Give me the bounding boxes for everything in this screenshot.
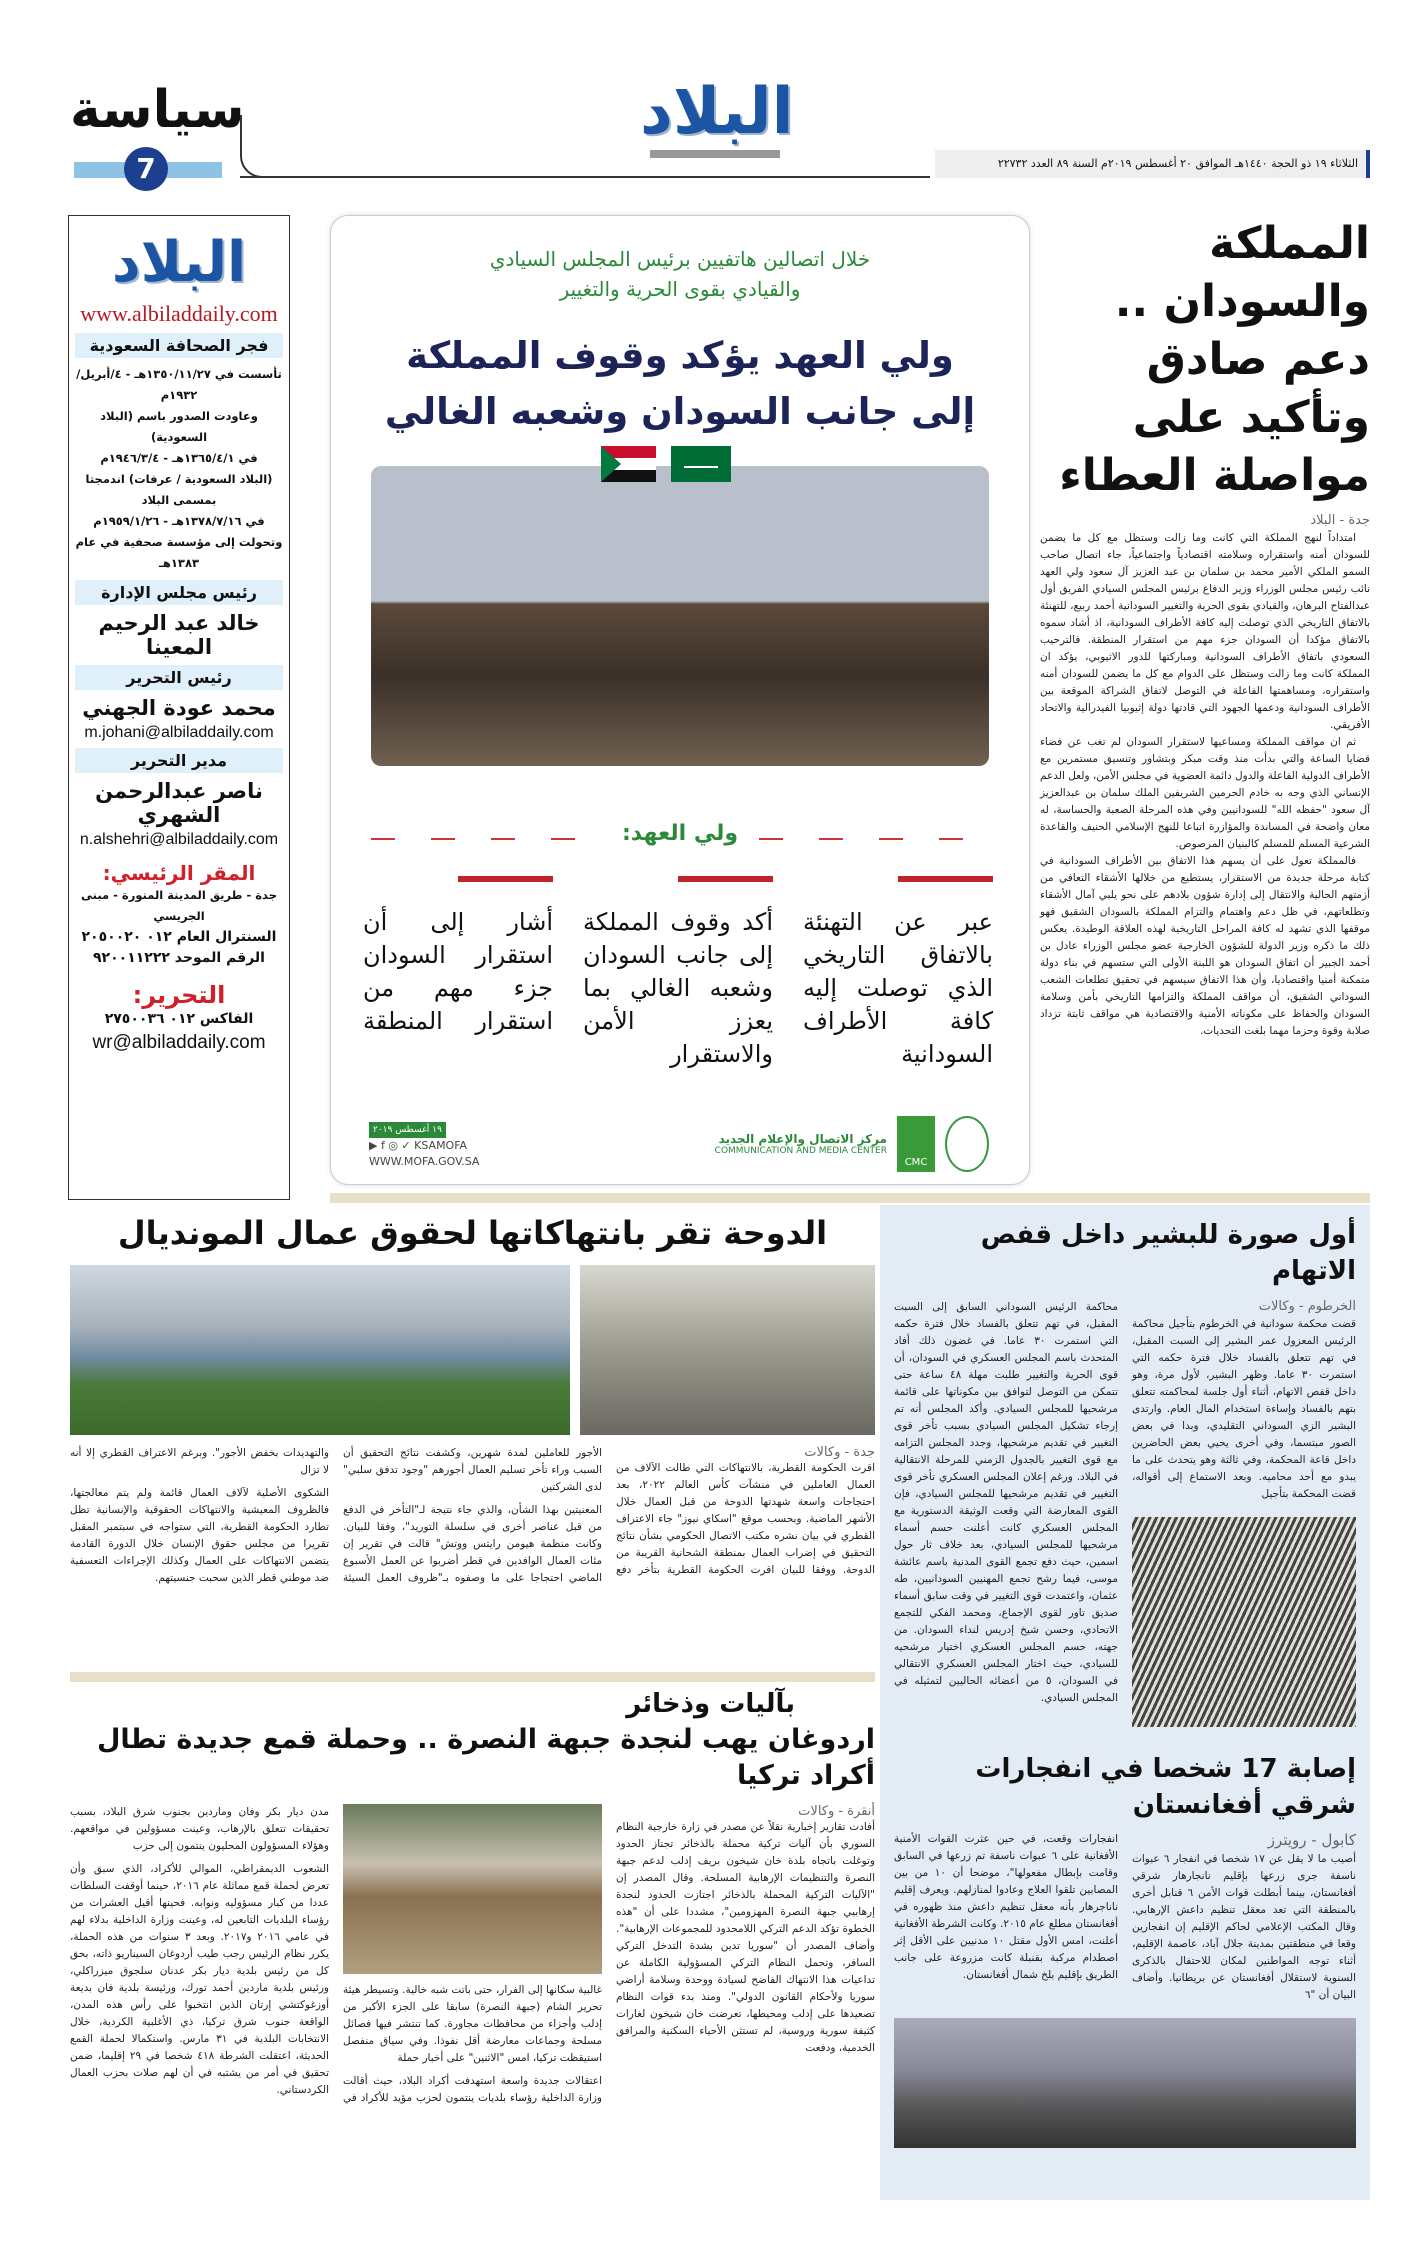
infographic-title xyxy=(331,328,1029,440)
website[interactable]: WWW.MOFA.GOV.SA xyxy=(369,1155,480,1168)
history-line: وتحولت إلى مؤسسة صحفية في عام ١٣٨٣هـ xyxy=(75,535,283,570)
cmc-logo: CMC xyxy=(897,1116,935,1172)
article-body: المعنيتين بهذا الشأن، والذي جاء نتيجة لـ"التأخر في الدفع من قبل عناصر أخرى في سلسلة التوريد"، وفقا للبيان. وكانت منظمة هيومن رايتس ووتش" قالت في تقرير إن مئات العمال الوافدين في قطر أضربوا عن العمل الأسبوع الماضي احتجاجا على ما وصفوه بـ"ظروف العمل السيئة والتهديدات بخفض الأجور". وبرغم الاعتراف القطري إلا أنه لا تزال xyxy=(70,1447,602,1584)
hq-label: المقر الرئيسي: xyxy=(102,861,256,885)
explosion-scene-photo xyxy=(894,2018,1356,2148)
date-badge: ١٩ أغسطس ٢٠١٩ xyxy=(369,1122,446,1138)
history-line: في ١٣٦٥/٤/١هـ - ١٩٤٦/٣/٤م xyxy=(100,451,258,465)
tagline: فجر الصحافة السعودية xyxy=(75,333,283,358)
point-2: أكد وقوف المملكة إلى جانب السودان وشعبه الغالي بما يعزز الأمن والاستقرار xyxy=(583,906,773,1071)
kicker-line: والقيادي بقوى الحرية والتغيير xyxy=(559,277,801,301)
article-body xyxy=(1040,530,1370,1040)
turkey-article xyxy=(70,1686,875,2107)
paragraph: فالمملكة تعول على أن يسهم هذا الاتفاق بين الأطراف السودانية في كتابة مرحلة جديدة من الاستقرار، يستطيع من خلالها الأشقاء التعافي من أزمتهم الحالية والانتقال إلى إدارة شؤون بلادهم على نحو يلبي آمال الأشقاء وتطلعاتهم، في ظل دعم واهتمام والتزام المملكة بالسودان الشقيق فهو موقفها الذي تشهد له كافة المراحل التاريخية لهذه العلاقة الوطيدة. يعكس ذلك ما ذكره وزير الدولة للشؤون الخارجية عضو مجلس الوزراء عادل بن أحمد الجبير أن اتفاق السودان هو اللبنة الأولى التي ستسهم في بناء دولة متمكنة أمنيا واقتصاديا، وأن هذا الاتفاق سيسهم في تحقيق تطلعات الشعب السوداني الشقيق، أن مواقف المملكة والتزامها التاريخي بأمن وسلامة السودان والحفاظ على مكوناته الأمنية والاقتصادية هي مواقف ثابتة تزداد صلابة وقوة وحزما مهما بلغت التحديات. xyxy=(1040,855,1370,1037)
fax-number: الفاكس ٠١٢ ٢٧٥٠٠٣٦ xyxy=(104,1011,254,1027)
header-line xyxy=(240,176,930,178)
dateline: كابول - رويترز xyxy=(1267,1831,1356,1849)
hq-unified-number: الرقم الموحد ٩٢٠٠١١٢٢٢ xyxy=(93,950,265,966)
ministry-seal-icon xyxy=(945,1116,989,1172)
turkey-headline: اردوغان يهب لنجدة جبهة النصرة .. وحملة قمع جديدة تطال أكراد تركيا xyxy=(96,1724,875,1791)
article-body: قضت محكمة سودانية في الخرطوم بتأجيل محاكمة الرئيس المعزول عمر البشير إلى السبت المقبل، في تهم تتعلق بالفساد خلال فترة حكمه التي استمرت ٣٠ عاما. وظهر البشير، لأول مرة، وهو داخل قفص الاتهام، أثناء أول جلسة لمحاكمته تتعلق بتهم بالفساد وإساءة استخدام المال العام. وارتدى البشير الزي السوداني التقليدي، وبدا في بعض الصور مبتسما، وفي أخرى يحيي بعض الحاضرين داخل قاعة المحكمة، وفي ثالثة وهو يتحدث على ما يبدو مع أحد محاميه. وبعد الاستماع إلى أقواله، قضت المحكمة بتأجيل xyxy=(1132,1318,1356,1500)
dateline: أنقرة - وكالات xyxy=(798,1804,875,1819)
board-chair-label: رئيس مجلس الإدارة xyxy=(75,580,283,605)
doha-text-columns xyxy=(70,1445,875,1587)
point-3: أشار إلى أن استقرار السودان جزء مهم من استقرار المنطقة xyxy=(363,906,553,1038)
date-line: الثلاثاء ١٩ ذو الحجة ١٤٤٠هـ الموافق ٢٠ أغسطس ٢٠١٩م السنة ٨٩ العدد ٢٢٧٣٢ xyxy=(935,150,1370,178)
news-box xyxy=(880,1205,1370,2200)
article-body: محاكمة الرئيس السوداني السابق إلى السبت المقبل، في تهم تتعلق بالفساد خلال فترة حكمه التي استمرت ٣٠ عاما. في غضون ذلك أفاد المتحدث باسم المجلس العسكري في السودان، أن قوى الحرية والتغيير طلبت مهلة ٤٨ ساعة حتى تتمكن من التوصل لتوافق بين مكوناتها على قائمة مرشحيها للمجلس السيادي. وأكد المجلس أنه تم إرجاء تشكيل المجلس السيادي بسبب تأخر قوى التغيير في تقديم مرشحيها، وجدد المجلس التزامه مع قوى التغيير بالجدول الزمني للمرحلة الانتقالية في البلاد. ورغم إعلان المجلس العسكري تأخر قوى التغيير في تقديم مرشحيها للمجلس السيادي، فإن القوى المعارضة التي وقعت الوثيقة الدستورية مع المجلس العسكري كانت أعلنت حسم أسماء مرشحيها للمجلس السيادي، بعد خلاف ثار حول اسمين، حيث دفع تجمع القوى المدنية باسم عائشة موسى، فيما رشح تجمع المهنيين السودانيين، طه عثمان، واعتمدت قوى التغيير في وقت سابق أسماء صديق تاور لقوى الإجماع، ومحمد الفكي للتجمع الاتحادي، وحسن شيخ إدريس لنداء السودان. من جهته، حسم المجلس العسكري اختيار مرشحيه للسيادي، حيث اختار المجلس العسكري الانتقالي في السودان، ٥ من أعضائه الحاليين لتمثيله في المجلس السيادي. xyxy=(894,1301,1118,1704)
editor-email[interactable]: m.johani@albiladdaily.com xyxy=(84,724,274,741)
editor-name: محمد عودة الجهني xyxy=(82,696,276,720)
doha-headline: الدوحة تقر بانتهاكاتها لحقوق عمال المونديال xyxy=(117,1214,828,1252)
center-name-ar: مركز الاتصال والإعلام الجديد xyxy=(718,1132,887,1146)
history-line: (البلاد السعودية / عرفات) اندمجتا بمسمى البلاد xyxy=(85,472,273,507)
dateline: الخرطوم - وكالات xyxy=(1258,1299,1356,1314)
article-body: غالبية سكانها إلى الفرار، حتى باتت شبه خالية. وتسيطر هيئة تحرير الشام (جبهة النصرة) سابقا على الجزء الأكبر من إدلب وأجزاء من محافظات مجاورة. كما تنتشر فيها فصائل مسلحة وجماعات معارضة أقل نفوذا. وفي سياق منفصل استيقظت تركيا، امس "الاثنين" على أخبار حملة xyxy=(343,1984,602,2064)
paragraph: امتداداً لنهج المملكة التي كانت وما زالت وستظل مع كل ما يضمن للسودان أمنه واستقراره وسلامته اقتصادياً واجتماعياً، جاء اتصال صاحب السمو الملكي الأمير محمد بن سلمان بن عبد العزيز آل سعود ولي العهد نائب رئيس مجلس الوزراء وزير الدفاع برئيس المجلس السيادي الفريق أول عبدالفتاح البرهان، والقيادي بقوى الحرية والتغيير السودانية أحمد ربيع، للتهنئة بالاتفاق التاريخي الذي توصلت إليه كافة الأطراف السودانية، اذ أشاد سموه بالاتفاق مؤكدا أن السودان جزء مهم من استقرار المنطقة. فالترحيب السعودي باتفاق الأطراف السودانية ومباركتها للدور الاثيوبي، يؤكد ان المملكة كانت وما زالت وستظل على الدوام مع كل ما يضمن للسودان أمنه واستقراره، ومساهمتها الفاعلة في التوصل لاتفاق الشراكة الموقعة بين الأطراف السودانية ودعمها الجهود التي قادتها دولة إثيوبيا الفيدرالية والاتحاد الأفريقي. xyxy=(1040,532,1370,731)
manager-label: مدير التحرير xyxy=(75,748,283,773)
masthead-box xyxy=(68,215,290,1200)
article-body: انفجارات وقعت، في حين عثرت القوات الأمنية الأفغانية على ٦ عبوات ناسفة تم زرعها في السابق وقامت بإبطال مفعولها"، موضحا أن ١٠ من بين المصابين تلقوا العلاج وعادوا لمنازلهم. ويعرف إقليم ناناجرهار بأنه معقل تنظيم داعش منذ ظهوره في أفغانستان مطلع عام ٢٠١٥. وكانت الشرطة الأفغانية أعلنت، امس الأول مقتل ١٠ مدنيين على الأقل إثر اصطدام مركبة بقنبلة كانت مزروعة على جانب الطريق بإقليم بلخ شمال أفغانستان. xyxy=(894,1833,1118,1981)
social-handle: KSAMOFA xyxy=(414,1139,468,1152)
infographic-subhead: ولي العهد: xyxy=(621,821,739,846)
title-line: إلى جانب السودان وشعبه الغالي xyxy=(384,390,976,433)
flags-icon xyxy=(596,436,736,496)
manager-name: ناصر عبدالرحمن الشهري xyxy=(95,779,263,827)
turkey-kicker: بآليات وذخائر xyxy=(626,1689,795,1719)
logo-underline xyxy=(650,150,780,158)
headline-line: مواصلة العطاء xyxy=(1059,450,1370,501)
section-separator xyxy=(70,1672,875,1682)
article-body: اعتقالات جديدة واسعة استهدفت أكراد البلاد، حيث أقالت وزارة الداخلية رؤساء بلديات ينتمون لحزب مؤيد للأكراد في مدن ديار بكر وفان وماردين بجنوب شرق البلاد، بسبب تحقيقات تتعلق بالإرهاب، وعينت مسؤولين في مواقعهم. وهؤلاء المسؤولون المحليون ينتمون إلى حزب xyxy=(70,1806,602,2104)
section-separator xyxy=(330,1193,1370,1203)
social-icons: ▶ f ◎ ✓ xyxy=(369,1139,415,1152)
history-line: وعاودت الصدور باسم (البلاد السعودية) xyxy=(100,409,258,444)
article-body: أفادت تقارير إخبارية نقلاً عن مصدر في زارة خارجية النظام السوري بأن آليات تركية محملة بالذخائر تجتاز الحدود وتوغلت باتجاه بلدة خان شيخون بريف إدلب لدعم جبهة النصرة والتنظيمات الإرهابية المسلحة. وقال المصدر إن "الآليات التركية المحملة بالذخائر اجتازت الحدود لنجدة إرهابيي جبهة النصرة المهزومين"، مشددا على أن "هذه الخطوة تؤكد الدعم التركي اللامحدود للمجموعات الإرهابية". وأضاف المصدر أن "سوريا تدين بشدة التدخل التركي السافر، وتحمل النظام التركي المسؤولية الكاملة عن تداعيات هذا الانتهاك الفاضح لسيادة ووحدة وسلامة أراضي سوريا ولأحكام القانون الدولي". ومنذ بدء قوات النظام تصعيدها على إدلب ومحيطها، تعرضت خان شيخون لغارات كثيفة سورية وروسية، لم تستثن الأحياء السكنية والمرافق الخدمية، ودفعت xyxy=(616,1821,875,2054)
board-chair-name: خالد عبد الرحيم المعينا xyxy=(98,611,260,659)
masthead-logo: البلاد xyxy=(111,230,247,295)
history-line: تأسست في ١٣٥٠/١١/٢٧هـ - ٤/أبريل/١٩٣٢م xyxy=(76,367,282,402)
headline-line: وتأكيد على xyxy=(1132,392,1370,443)
dateline: جدة - البلاد xyxy=(1310,513,1370,528)
article-body: أصيب ما لا يقل عن ١٧ شخصا في انفجار ٦ عبوات ناسفة جرى زرعها بإقليم نانجارهار شرقي أفغانستان، بينما أبطلت قوات الأمن ٦ قنابل أخرى بالمنطقة التي تعد معقل تنظيم داعش الإرهابي. وقال المكتب الإعلامي لحاكم الإقليم إن انفجارين وقعا في منطقتين بمدينة جلال آباد، عاصمة الإقليم، أثناء توجه المواطنين لمكان للاحتفال بالذكرى السنوية لاستقلال أفغانستان عن بريطانيا. وأضاف البيان أن "٦ xyxy=(1132,1853,1356,2001)
headline-line: دعم صادق xyxy=(1146,334,1370,385)
history-line: في ١٣٧٨/٧/١٦هـ - ١٩٥٩/١/٢٦م xyxy=(93,514,265,528)
infographic xyxy=(330,215,1030,1185)
infographic-footer-right xyxy=(715,1116,989,1172)
kicker-line: خلال اتصالين هاتفيين برئيس المجلس السيادي xyxy=(489,247,871,271)
leaders-photo xyxy=(371,466,989,766)
center-name-en: COMMUNICATION AND MEDIA CENTER xyxy=(714,1146,887,1156)
article-body: اقرت الحكومة القطرية، بالانتهاكات التي طالت الآلاف من العمال العاملين في منشآت كأس العالم ٢٠٢٢، بعد احتجاجات واسعة شهدتها الدوحة من قبل العمال خلال الأشهر الماضية. وبحسب موقع "اسكاي نيوز" جاء الاعتراف القطري في بيان نشره مكتب الاتصال الحكومي بشأن نتائج التحقيق في إضراب العمال بمنطقة الشحانية القريبة من الدوحة. ووفقا للبيان اقرت الحكومة القطرية بتأخر دفع الأجور للعاملين لمدة شهرين، وكشفت نتائج التحقيق أن السبب وراء تأخر تسليم العمال أجورهم "وجود تدفق سلبي" لدى الشركتين xyxy=(343,1447,875,1576)
point-1: عبر عن التهنئة بالاتفاق التاريخي الذي توصلت إليه كافة الأطراف السودانية xyxy=(803,906,993,1071)
website-link[interactable]: www.albiladdaily.com xyxy=(80,301,278,326)
afghan-headline: إصابة 17 شخصا في انفجارات شرقي أفغانستان xyxy=(975,1754,1356,1820)
military-convoy-photo xyxy=(343,1804,602,1974)
title-line: ولي العهد يؤكد وقوف المملكة xyxy=(406,334,954,377)
bashir-headline: أول صورة للبشير داخل قفص الاتهام xyxy=(980,1220,1356,1286)
workers-photo xyxy=(580,1265,875,1435)
hq-phone: السنترال العام ٠١٢ ٢٠٥٠٠٢٠ xyxy=(81,929,277,945)
bashir-photo xyxy=(1132,1517,1356,1727)
editorial-email[interactable]: wr@albiladdaily.com xyxy=(92,1032,266,1053)
dateline: جدة - وكالات xyxy=(804,1445,875,1460)
turkey-text-columns xyxy=(70,1804,875,2107)
doha-article xyxy=(70,1205,875,1587)
editor-label: رئيس التحرير xyxy=(75,665,283,690)
article-body: الشكوى الأصلية لآلاف العمال قائمة ولم يتم معالجتها، فالظروف المعيشية والانتهاكات الحقوقية والإنسانية تظل تطارد الحكومة القطرية، التي ستواجه في سبتمبر المقبل تقريرا من مجلس حقوق الإنسان خلال الدورة القادمة يتضمن الانتهاكات على العمال وكذلك الإجراءات التعسفية ضد موطني قطر الذين سحبت جنسيتهم. xyxy=(70,1487,329,1584)
lead-article xyxy=(1040,215,1370,1040)
paragraph: ثم ان مواقف المملكة ومساعيها لاستقرار السودان لم تغب عن فضاء قضايا الساعة والتي بدأت منذ وقت مبكر وبتشاور وتنسيق مستمرين مع الأطراف الدولية الفاعلة والدول دائمة العضوية في مجلس الأمن، ولعل الدعم الإنساني الذي وجه به خادم الحرمين الشريفين الملك سلمان بن عبدالعزيز آل سعود "حفظه الله" للسودانيين وفي هذه المرحلة الصعبة والحساسة، له معان واضحة في المساندة والمؤازرة اتباعا للنهج الإسلامي الحنيف والقاعدة الشرعية المسلم للمسلم كالبنيان المرصوص. xyxy=(1040,736,1370,850)
infographic-kicker xyxy=(331,244,1029,304)
header-divider xyxy=(240,115,270,178)
infographic-footer-left xyxy=(369,1121,479,1170)
hq-address: جدة - طريق المدينة المنورة - مبنى الجريسي xyxy=(81,888,277,923)
lead-headline xyxy=(1040,215,1370,505)
doha-skyline-photo xyxy=(70,1265,570,1435)
article-body: الشعوب الديمقراطي، الموالي للأكراد، الذي سبق وأن تعرض لحملة قمع مماثلة عام ٢٠١٦، حينما أوقفت السلطات عددا من كبار مسؤوليه ونوابه. فحينها أقيل العشرات من رؤساء البلديات التابعين له، وعينت وزارة الداخلية بدلاء لهم في عامي ٢٠١٦ و٢٠١٧. وبعد ٣ سنوات من هذه الحملة، يكرر نظام الرئيس رجب طيب أردوغان السيناريو ذاته، بحق كل من رئيس بلدية ديار بكر عدنان سلجوق ميزراكلي، ورئيس بلدية ماردين أحمد تورك، ورئيسة بلدية فان بديعة أوزغوكتشي إرتان الذين انتخبوا على رأس هذه المدن، الواقعة جنوب شرق تركيا، ذي الأغلبية الكردية، خلال الانتخابات البلدية في ٣١ مارس. واستكمالا لحملة القمع الحديثة، اعتقلت الشرطة ٤١٨ شخصا في ٢٩ إقليما، ضمن تحقيق في أمر من يشتبه في أن لهم صلات بحزب العمال الكردستاني. xyxy=(70,1863,329,2096)
page-number: 7 xyxy=(124,147,168,191)
manager-email[interactable]: n.alshehri@albiladdaily.com xyxy=(79,831,279,848)
editorial-label: التحرير: xyxy=(132,981,226,1009)
section-title: سياسة xyxy=(70,80,245,140)
headline-line: المملكة والسودان .. xyxy=(1114,218,1370,327)
newspaper-logo: البلاد xyxy=(640,75,794,149)
